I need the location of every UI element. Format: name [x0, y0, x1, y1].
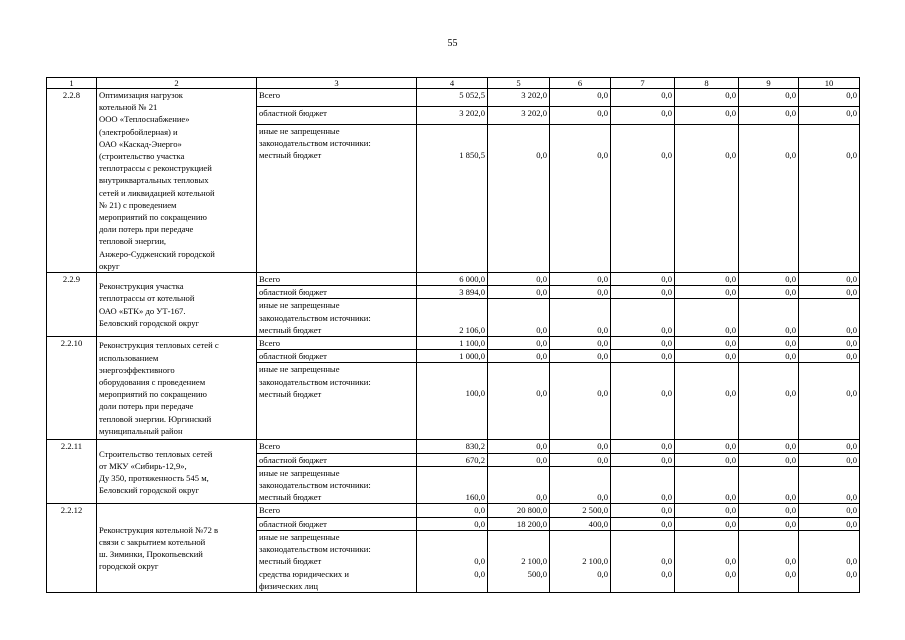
source-label-line: иные не запрещенные [259, 126, 340, 137]
row-name-line: использованием [99, 352, 159, 363]
column-header: 7 [611, 78, 675, 89]
value-cell: 0,0 [488, 453, 550, 466]
value-cell: 0,0 [550, 337, 611, 350]
value-cell: 20 800,0 [488, 504, 550, 517]
value-cell: 0,0 [550, 273, 611, 286]
source-label-regional: областной бюджет [257, 453, 417, 466]
value-cell: 0,0 [799, 107, 860, 125]
value-cell: 1 100,0 [417, 337, 488, 350]
value-cell: 3 202,0 [488, 89, 550, 107]
value-cell: 0,0 [799, 299, 860, 337]
value-cell: 0,0 [799, 89, 860, 107]
value-cell: 0,0 [550, 286, 611, 299]
source-label-line: законодательством источники: [259, 544, 371, 555]
table-row [47, 89, 860, 107]
value-cell: 0,0 [611, 440, 675, 453]
value-cell: 0,0 [611, 363, 675, 440]
value-cell: 0,0 [739, 107, 799, 125]
value-cell: 0,0 [739, 350, 799, 363]
value-cell: 0,0 [739, 89, 799, 107]
source-label-other [257, 530, 417, 592]
value-cell: 2 500,0 [550, 504, 611, 517]
table-body [47, 78, 860, 593]
value-cell: 0,0 [488, 350, 550, 363]
row-name-line: Реконструкция котельной №72 в [99, 524, 219, 535]
source-label-regional: областной бюджет [257, 286, 417, 299]
value-cell [675, 530, 739, 592]
value-cell: 0,0 [675, 504, 739, 517]
value-cell: 0,0 [488, 286, 550, 299]
source-label-line: местный бюджет [259, 388, 322, 399]
source-label-line: законодательством источники: [259, 480, 371, 491]
value-line: 0,0 [846, 556, 857, 567]
row-name-line: ОАО «БТК» до УТ-167. [99, 305, 186, 316]
value-cell: 5 052,5 [417, 89, 488, 107]
value-cell: 0,0 [550, 125, 611, 273]
value-cell: 0,0 [488, 363, 550, 440]
column-header: 1 [47, 78, 97, 89]
value-cell: 0,0 [739, 125, 799, 273]
value-cell: 0,0 [550, 466, 611, 504]
value-cell: 0,0 [675, 299, 739, 337]
value-cell: 400,0 [550, 517, 611, 530]
value-cell: 0,0 [739, 453, 799, 466]
row-name-line: мероприятий по сокращению [99, 389, 207, 400]
value-cell [799, 530, 860, 592]
row-name-line: мероприятий по сокращению [99, 212, 207, 223]
column-header: 4 [417, 78, 488, 89]
value-cell: 0,0 [799, 363, 860, 440]
value-cell: 0,0 [675, 350, 739, 363]
column-header: 5 [488, 78, 550, 89]
value-cell: 0,0 [488, 466, 550, 504]
row-name-line: округ [99, 260, 120, 271]
row-name [97, 337, 257, 440]
source-label-other [257, 125, 417, 273]
value-cell: 0,0 [799, 440, 860, 453]
row-name-line: Строительство тепловых сетей [99, 448, 213, 459]
value-cell: 3 202,0 [488, 107, 550, 125]
value-cell: 0,0 [739, 517, 799, 530]
value-cell: 0,0 [611, 350, 675, 363]
value-cell [488, 530, 550, 592]
value-cell: 3 202,0 [417, 107, 488, 125]
source-label-line: местный бюджет [259, 324, 322, 335]
value-cell: 0,0 [675, 363, 739, 440]
source-label-line: законодательством источники: [259, 138, 371, 149]
value-cell: 0,0 [611, 125, 675, 273]
value-line: 500,0 [527, 568, 547, 579]
value-line: 0,0 [474, 568, 485, 579]
row-name-line: от МКУ «Сибирь-12,9», [99, 460, 187, 471]
source-label-line: иные не запрещенные [259, 467, 340, 478]
source-label-line: физических лиц [259, 580, 319, 591]
value-cell: 0,0 [799, 125, 860, 273]
value-line: 0,0 [785, 556, 796, 567]
row-name-line: внутриквартальных тепловых [99, 175, 209, 186]
value-cell: 18 200,0 [488, 517, 550, 530]
row-name-line: энергоэффективного [99, 364, 175, 375]
value-cell: 0,0 [550, 89, 611, 107]
source-label-line: иные не запрещенные [259, 364, 340, 375]
row-name-line: ООО «Теплоснабжение» [99, 114, 190, 125]
value-cell: 0,0 [799, 466, 860, 504]
value-cell: 0,0 [417, 517, 488, 530]
value-cell: 0,0 [611, 299, 675, 337]
value-cell: 0,0 [550, 350, 611, 363]
source-label-total: Всего [257, 337, 417, 350]
value-cell: 0,0 [675, 337, 739, 350]
row-code: 2.2.9 [47, 273, 97, 337]
row-name [97, 273, 257, 337]
column-header: 8 [675, 78, 739, 89]
table-row [47, 337, 860, 350]
value-line: 0,0 [661, 556, 672, 567]
row-name-line: (электробойлерная) и [99, 126, 178, 137]
value-cell: 0,0 [611, 286, 675, 299]
row-name-line: оборудования с проведением [99, 377, 206, 388]
value-cell: 0,0 [799, 337, 860, 350]
row-code: 2.2.10 [47, 337, 97, 440]
value-cell [417, 530, 488, 592]
source-label-total: Всего [257, 273, 417, 286]
value-cell: 0,0 [799, 453, 860, 466]
value-cell: 0,0 [550, 440, 611, 453]
table-row [47, 273, 860, 286]
column-header: 10 [799, 78, 860, 89]
source-label-line: иные не запрещенные [259, 531, 340, 542]
table-row [47, 440, 860, 453]
value-cell: 0,0 [799, 273, 860, 286]
row-name-line: ш. Зиминки, Прокопьевский [99, 549, 203, 560]
value-cell: 0,0 [488, 440, 550, 453]
source-label-other [257, 363, 417, 440]
value-cell: 6 000,0 [417, 273, 488, 286]
row-name-line: теплотрассы с реконструкцией [99, 163, 212, 174]
source-label-total: Всего [257, 440, 417, 453]
source-label-other [257, 299, 417, 337]
row-name-line: Оптимизация нагрузок [99, 90, 183, 100]
row-name-line: теплотрассы от котельной [99, 293, 195, 304]
source-label-line: средства юридических и [259, 568, 349, 579]
column-header: 2 [97, 78, 257, 89]
value-cell: 0,0 [675, 107, 739, 125]
value-cell: 0,0 [799, 350, 860, 363]
source-label-other [257, 466, 417, 504]
source-label-total: Всего [257, 504, 417, 517]
row-name-line: муниципальный район [99, 425, 183, 436]
value-cell: 0,0 [675, 440, 739, 453]
value-cell: 0,0 [739, 299, 799, 337]
source-label-line: иные не запрещенные [259, 300, 340, 311]
row-name-line: Реконструкция участка [99, 281, 184, 292]
row-code: 2.2.12 [47, 504, 97, 592]
value-cell: 0,0 [550, 299, 611, 337]
value-cell: 830,2 [417, 440, 488, 453]
value-line: 0,0 [725, 568, 736, 579]
row-name-line: Беловский городской округ [99, 317, 200, 328]
value-cell: 0,0 [611, 517, 675, 530]
source-label-line: местный бюджет [259, 492, 322, 503]
value-cell [739, 530, 799, 592]
value-cell: 0,0 [611, 504, 675, 517]
value-line: 2 100,0 [582, 556, 608, 567]
column-header: 3 [257, 78, 417, 89]
value-cell: 3 894,0 [417, 286, 488, 299]
row-code: 2.2.8 [47, 89, 97, 273]
row-name-line: котельной № 21 [99, 102, 158, 113]
value-cell: 0,0 [739, 337, 799, 350]
row-name-line: сетей и ликвидацией котельной [99, 187, 215, 198]
value-cell: 0,0 [611, 273, 675, 286]
source-label-line: законодательством источники: [259, 376, 371, 387]
value-cell: 0,0 [739, 286, 799, 299]
value-cell: 0,0 [739, 363, 799, 440]
value-cell: 0,0 [488, 273, 550, 286]
row-name-line: тепловой энергии. Юргинский [99, 413, 212, 424]
row-name-line: городской округ [99, 561, 159, 572]
row-name-line: Анжеро-Судженский городской [99, 248, 215, 259]
value-cell: 0,0 [739, 466, 799, 504]
value-cell: 0,0 [675, 466, 739, 504]
row-code: 2.2.11 [47, 440, 97, 504]
value-cell [611, 530, 675, 592]
row-name-line: тепловой энергии, [99, 236, 167, 247]
value-cell [550, 530, 611, 592]
row-name [97, 440, 257, 504]
value-line: 0,0 [725, 556, 736, 567]
value-line: 0,0 [597, 568, 608, 579]
value-cell: 1 850,5 [417, 125, 488, 273]
value-cell: 100,0 [417, 363, 488, 440]
value-line: 2 100,0 [521, 556, 547, 567]
row-name-line: Ду 350, протяженность 545 м, [99, 472, 209, 483]
value-cell: 0,0 [675, 125, 739, 273]
value-cell: 0,0 [675, 286, 739, 299]
column-header: 6 [550, 78, 611, 89]
value-cell: 670,2 [417, 453, 488, 466]
value-cell: 0,0 [488, 299, 550, 337]
table-row [47, 504, 860, 517]
value-cell: 1 000,0 [417, 350, 488, 363]
source-label-line: законодательством источники: [259, 312, 371, 323]
value-cell: 0,0 [611, 337, 675, 350]
value-cell: 0,0 [799, 286, 860, 299]
value-line: 0,0 [661, 568, 672, 579]
value-line: 0,0 [846, 568, 857, 579]
row-name-line: Беловский городской округ [99, 485, 200, 496]
value-cell: 0,0 [739, 504, 799, 517]
value-line: 0,0 [474, 556, 485, 567]
row-name [97, 89, 257, 273]
value-cell: 0,0 [611, 107, 675, 125]
value-cell: 0,0 [799, 504, 860, 517]
value-cell: 0,0 [611, 453, 675, 466]
row-name-line: ОАО «Каскад-Энерго» [99, 138, 182, 149]
row-name [97, 504, 257, 592]
row-name-line: доли потерь при передаче [99, 224, 194, 235]
value-cell: 0,0 [739, 273, 799, 286]
value-cell: 0,0 [739, 440, 799, 453]
budget-table [46, 77, 860, 593]
value-cell: 2 106,0 [417, 299, 488, 337]
value-cell: 0,0 [675, 517, 739, 530]
value-cell: 0,0 [611, 466, 675, 504]
value-cell: 0,0 [675, 89, 739, 107]
value-cell: 0,0 [488, 125, 550, 273]
value-cell: 0,0 [611, 89, 675, 107]
value-line: 0,0 [785, 568, 796, 579]
source-label-line: местный бюджет [259, 150, 322, 161]
value-cell: 0,0 [550, 107, 611, 125]
value-cell: 160,0 [417, 466, 488, 504]
row-name-line: № 21) с проведением [99, 199, 177, 210]
source-label-regional: областной бюджет [257, 517, 417, 530]
page-number: 55 [447, 38, 458, 49]
value-cell: 0,0 [488, 337, 550, 350]
header-row [47, 78, 860, 89]
row-name-line: (строительство участка [99, 151, 185, 162]
value-cell: 0,0 [550, 453, 611, 466]
source-label-line: местный бюджет [259, 556, 322, 567]
value-cell: 0,0 [799, 517, 860, 530]
value-cell: 0,0 [550, 363, 611, 440]
source-label-regional: областной бюджет [257, 350, 417, 363]
row-name-line: Реконструкция тепловых сетей с [99, 340, 219, 351]
source-label-regional: областной бюджет [257, 107, 417, 125]
column-header: 9 [739, 78, 799, 89]
value-cell: 0,0 [675, 453, 739, 466]
row-name-line: доли потерь при передаче [99, 401, 194, 412]
row-name-line: связи с закрытием котельной [99, 536, 206, 547]
value-cell: 0,0 [675, 273, 739, 286]
source-label-total: Всего [257, 89, 417, 107]
value-cell: 0,0 [417, 504, 488, 517]
